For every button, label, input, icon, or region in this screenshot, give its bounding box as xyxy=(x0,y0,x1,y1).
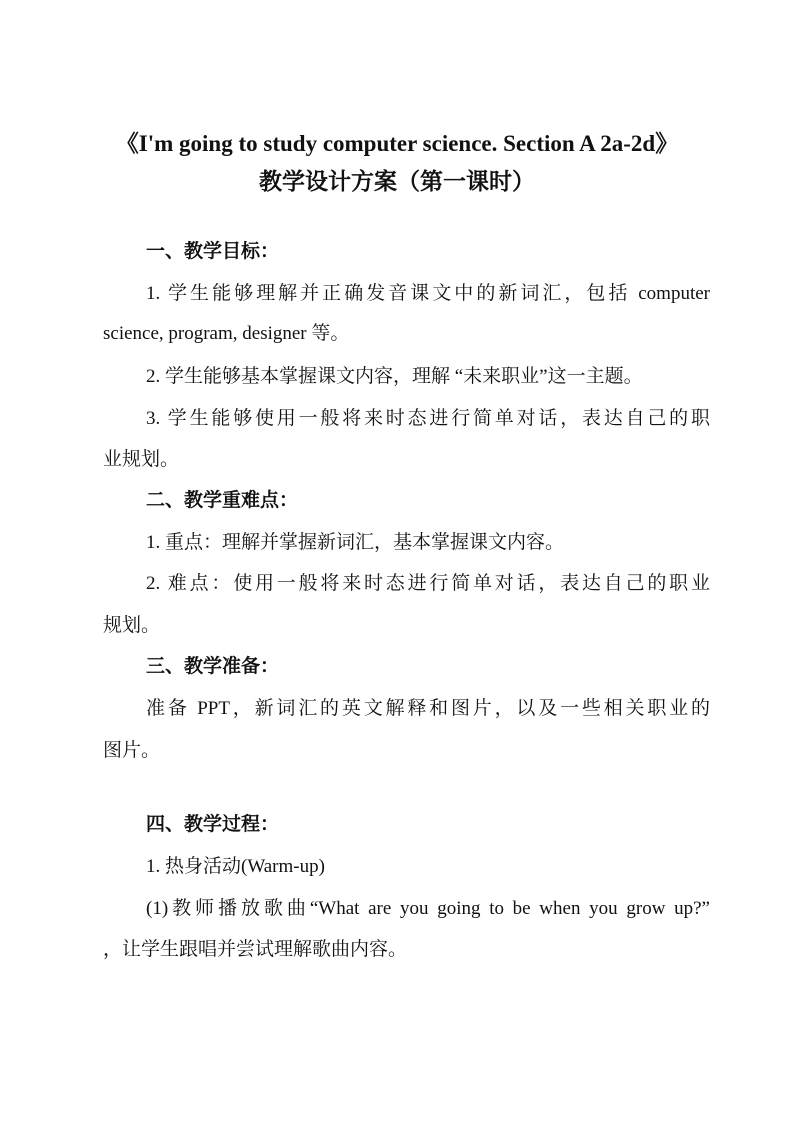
document-title-line-1: 《I'm going to study computer science. Section A 2a-2d》 xyxy=(115,131,679,156)
objective-1-line-1: 1. 学生能够理解并正确发音课文中的新词汇，包括 computer xyxy=(146,283,710,304)
preparation-line-2: 图片。 xyxy=(103,740,161,761)
section-heading-preparation: 三、教学准备： xyxy=(146,656,280,677)
process-step-1-item-1-line-2: ，让学生跟唱并尝试理解歌曲内容。 xyxy=(103,939,408,960)
section-heading-objectives: 一、教学目标： xyxy=(146,241,280,262)
section-heading-key-points: 二、教学重难点： xyxy=(146,490,299,511)
process-step-1-item-1-line-1: (1)教师播放歌曲“What are you going to be when you grow up?” xyxy=(146,898,710,919)
objective-3-line-2: 业规划。 xyxy=(103,449,180,470)
objective-1-line-2: science, program, designer 等。 xyxy=(103,323,350,344)
key-point-2-line-2: 规划。 xyxy=(103,615,161,636)
objective-3-line-1: 3. 学生能够使用一般将来时态进行简单对话，表达自己的职 xyxy=(146,408,710,429)
objective-2-line-1: 2. 学生能够基本掌握课文内容，理解 “未来职业”这一主题。 xyxy=(146,366,643,387)
document-title-line-2: 教学设计方案（第一课时） xyxy=(259,169,535,194)
preparation-line-1: 准备 PPT，新词汇的英文解释和图片，以及一些相关职业的 xyxy=(146,698,710,719)
process-step-1-title: 1. 热身活动(Warm-up) xyxy=(146,856,325,877)
section-heading-process: 四、教学过程： xyxy=(146,814,280,835)
key-point-1-line-1: 1. 重点：理解并掌握新词汇，基本掌握课文内容。 xyxy=(146,532,565,553)
key-point-2-line-1: 2. 难点：使用一般将来时态进行简单对话，表达自己的职业 xyxy=(146,573,710,594)
